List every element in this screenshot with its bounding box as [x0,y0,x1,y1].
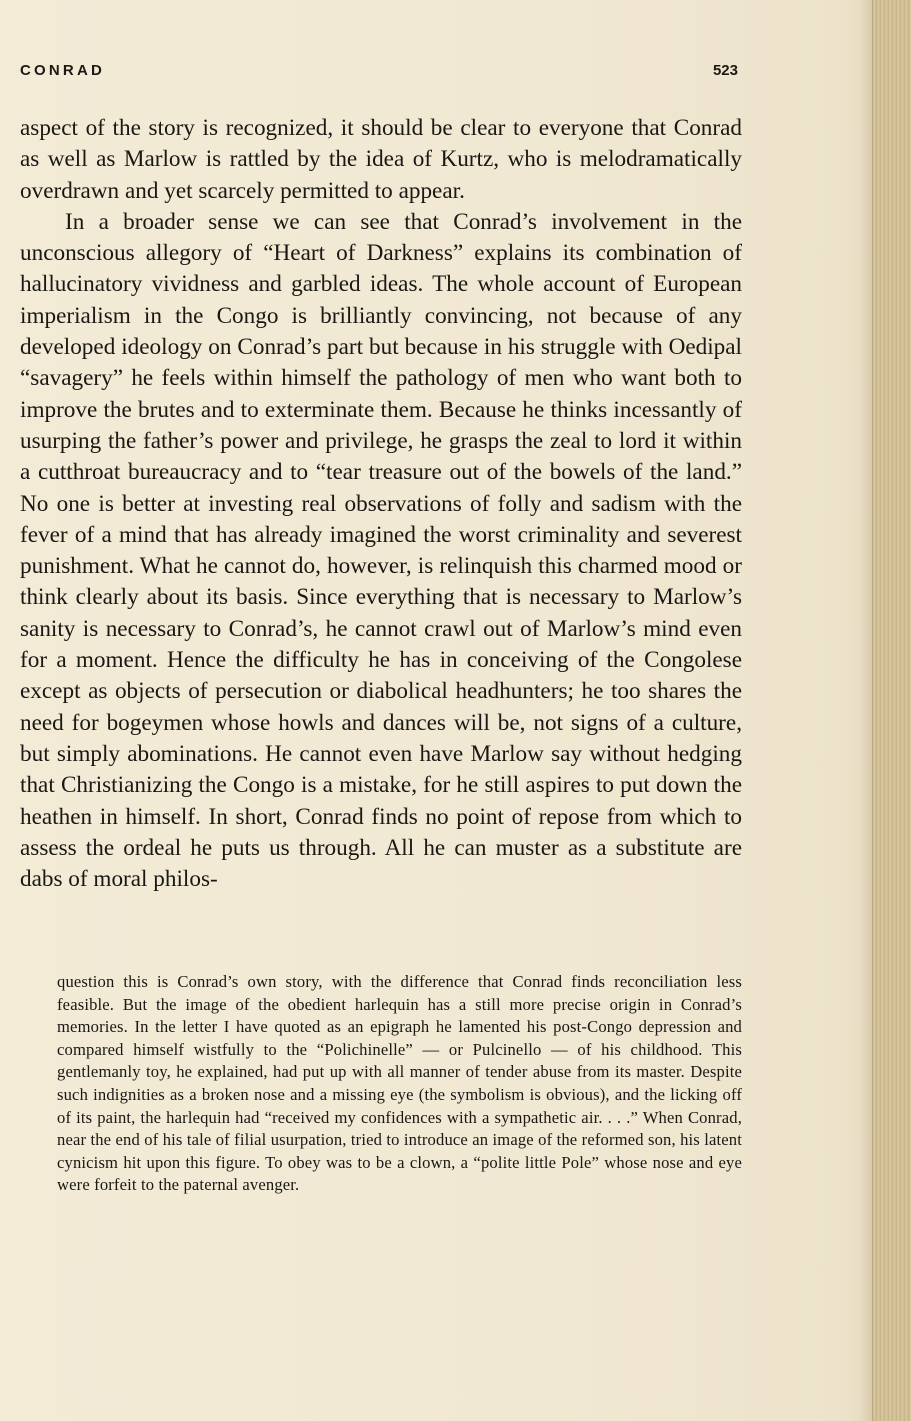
body-paragraph: In a broader sense we can see that Conrad’s involvement in the unconscious allegory of “Heart of Darkness” explains its combination of hallucinatory vividness and garbled ideas. The whole account of European imperialism in the Congo is brilliantly convincing, not because of any developed ideology on Conrad’s part but because in his struggle with Oedipal “savagery” he feels within himself the pathology of men who want both to improve the brutes and to exterminate them. Because he thinks incessantly of usurping the father’s power and privilege, he grasps the zeal to lord it within a cutthroat bureaucracy and to “tear treasure out of the bowels of the land.” No one is better at investing real observations of folly and sadism with the fever of a mind that has already imagined the worst criminality and severest punishment. What he cannot do, however, is relinquish this charmed mood or think clearly about its basis. Since everything that is necessary to Marlow’s sanity is necessary to Conrad’s, he cannot crawl out of Marlow’s mind even for a moment. Hence the difficulty he has in conceiving of the Congolese except as objects of persecution or diabolical headhunters; he too shares the need for bogeymen whose howls and dances will be, not signs of a culture, but simply abominations. He cannot even have Marlow say without hedging that Christianizing the Congo is a mistake, for he still aspires to put down the heathen in himself. In short, Conrad finds no point of repose from which to assess the ordeal he puts us through. All he can muster as a substitute are dabs of moral philos- [20,208,742,893]
running-head [20,62,738,86]
running-head-title: CONRAD [20,62,106,79]
page-number: 523 [712,62,738,79]
page-stack-edge [872,0,911,1421]
footnote [57,971,742,1197]
body-text [20,113,742,895]
footnote-paragraph: question this is Conrad’s own story, with the difference that Conrad finds reconciliation less feasible. But the image of the obedient harlequin has a still more precise origin in Conrad’s memories. In the letter I have quoted as an epigraph he lamented his post-Congo depression and compared himself wistfully to the “Polichinelle” — or Pulcinello — of his childhood. This gentlemanly toy, he explained, had put up with all manner of tender abuse from its master. Despite such indignities as a broken nose and a missing eye (the symbolism is obvious), and the licking off of its paint, the harlequin had “received my confidences with a sympathetic air. . . .” When Conrad, near the end of his tale of filial usurpation, tried to introduce an image of the reformed son, his latent cynicism hit upon this figure. To obey was to be a clown, a “polite little Pole” whose nose and eye were forfeit to the paternal avenger. [57,972,742,1195]
body-paragraph: aspect of the story is recognized, it should be clear to everyone that Conrad as well as Marlow is rattled by the idea of Kurtz, who is melodramatically overdrawn and yet scarcely permitted to appear. [20,115,742,204]
